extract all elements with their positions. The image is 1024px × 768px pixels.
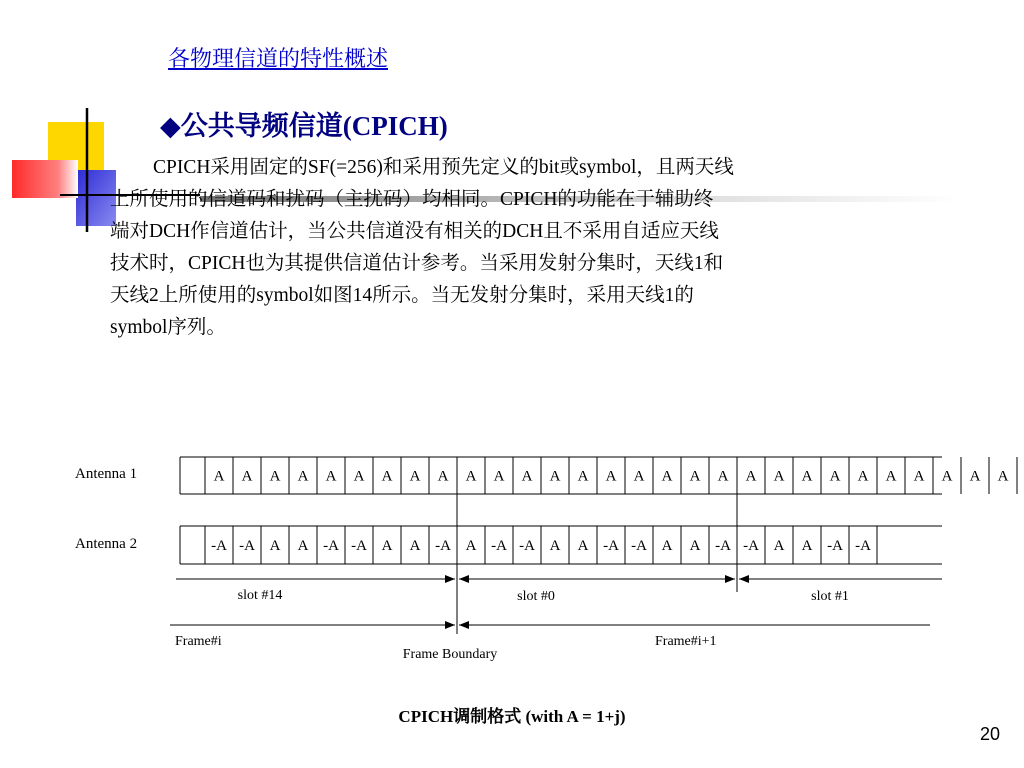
deco-red-square: [12, 160, 78, 198]
symbol-cell-label: A: [745, 468, 757, 485]
symbol-cell-label: A: [773, 468, 785, 485]
section-title-link[interactable]: 各物理信道的特性概述: [168, 46, 389, 71]
symbol-cell-label: -A: [491, 538, 507, 554]
symbol-cell-label: A: [297, 468, 309, 485]
symbol-cell-label: -A: [351, 538, 367, 554]
symbol-cell-label: A: [409, 538, 421, 554]
symbol-cell-label: A: [717, 468, 729, 485]
slot1-label: slot #1: [811, 589, 849, 604]
symbol-cell-label: -A: [827, 538, 843, 554]
symbol-cell-label: A: [689, 468, 701, 485]
symbol-cell-label: A: [409, 468, 421, 485]
symbol-cell-label: A: [269, 468, 281, 485]
section-heading: ◆公共导频信道(CPICH): [160, 111, 448, 141]
symbol-cell-label: A: [997, 468, 1009, 485]
symbol-cell-label: A: [465, 468, 477, 485]
symbol-cell-label: A: [353, 468, 365, 485]
symbol-cell-label: A: [633, 468, 645, 485]
symbol-cell-label: A: [521, 468, 533, 485]
symbol-cell-label: A: [381, 468, 393, 485]
symbol-cell-label: -A: [855, 538, 871, 554]
slot14-label: slot #14: [237, 588, 283, 603]
symbol-cell-label: A: [577, 538, 589, 554]
symbol-cell-label: -A: [435, 538, 451, 554]
symbol-cell-label: A: [661, 468, 673, 485]
symbol-cell-label: A: [465, 538, 477, 554]
symbol-cell-label: A: [857, 468, 869, 485]
symbol-cell-label: A: [325, 468, 337, 485]
figure-caption: CPICH调制格式 (with A = 1+j): [398, 707, 626, 726]
paragraph-line: 技术时，CPICH也为其提供信道估计参考。当采用发射分集时，天线1和: [110, 253, 724, 274]
symbol-cell-label: -A: [323, 538, 339, 554]
symbol-cell-label: A: [605, 468, 617, 485]
page-number: 20: [979, 724, 1000, 744]
antenna2-label: Antenna 2: [75, 536, 138, 552]
symbol-cell-label: A: [381, 538, 393, 554]
symbol-cell-label: A: [773, 538, 785, 554]
symbol-cell-label: A: [577, 468, 589, 485]
body-paragraph: [110, 152, 925, 344]
symbol-cell-label: A: [213, 468, 225, 485]
symbol-cell-label: -A: [631, 538, 647, 554]
symbol-cell-label: A: [549, 538, 561, 554]
symbol-cell-label: A: [941, 468, 953, 485]
symbol-cell-label: A: [801, 468, 813, 485]
symbol-cell-label: -A: [603, 538, 619, 554]
symbol-cell-label: A: [913, 468, 925, 485]
symbol-cell-label: A: [297, 538, 309, 554]
symbol-cell-label: -A: [239, 538, 255, 554]
symbol-cell-label: -A: [715, 538, 731, 554]
frame-boundary-label: Frame Boundary: [402, 647, 498, 662]
symbol-cell-label: A: [801, 538, 813, 554]
symbol-cell-label: -A: [519, 538, 535, 554]
symbol-cell-label: A: [269, 538, 281, 554]
paragraph-line: 端对DCH作信道估计，当公共信道没有相关的DCH且不采用自适应天线: [110, 221, 719, 242]
symbol-cell-label: A: [829, 468, 841, 485]
antenna1-symbol-cells: [205, 457, 1024, 494]
symbol-cell-label: A: [885, 468, 897, 485]
symbol-cell-label: A: [241, 468, 253, 485]
symbol-cell-label: -A: [211, 538, 227, 554]
cpich-modulation-diagram: [0, 440, 1024, 680]
paragraph-line: CPICH采用固定的SF(=256)和采用预先定义的bit或symbol，且两天线: [153, 157, 734, 178]
symbol-cell-label: A: [969, 468, 981, 485]
symbol-cell-label: A: [437, 468, 449, 485]
paragraph-line: 天线2上所使用的symbol如图14所示。当无发射分集时，采用天线1的: [110, 285, 694, 306]
antenna1-label: Antenna 1: [75, 466, 138, 482]
symbol-cell-label: A: [661, 538, 673, 554]
symbol-cell-label: A: [549, 468, 561, 485]
symbol-cell-label: A: [493, 468, 505, 485]
antenna2-symbol-cells: [205, 526, 877, 564]
symbol-cell-label: A: [689, 538, 701, 554]
frame-i1-label: Frame#i+1: [655, 634, 717, 649]
slot0-label: slot #0: [517, 589, 555, 604]
symbol-cell-label: -A: [743, 538, 759, 554]
paragraph-line: symbol序列。: [110, 317, 226, 338]
paragraph-line: 上所使用的信道码和扰码（主扰码）均相同。CPICH的功能在于辅助终: [110, 189, 714, 210]
frame-i-label: Frame#i: [175, 634, 222, 649]
